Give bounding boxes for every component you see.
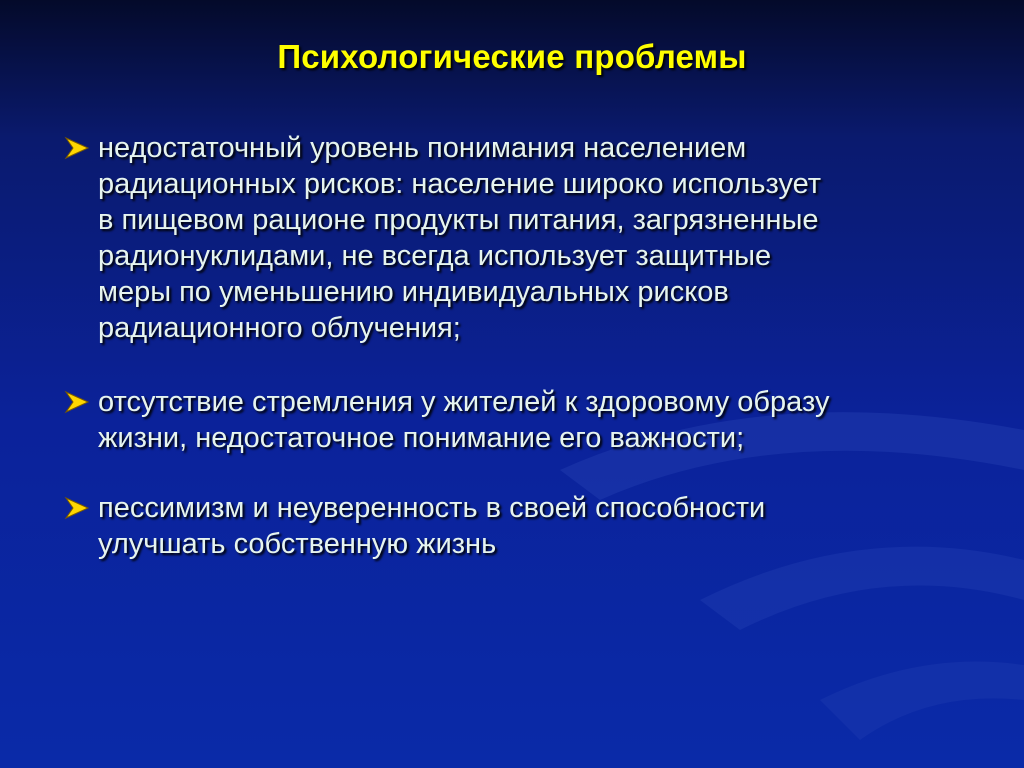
bullet-item-1 — [64, 130, 984, 346]
yellow-arrowhead-icon — [64, 384, 98, 419]
bullet-item-3 — [64, 490, 984, 562]
yellow-arrowhead-icon — [64, 130, 98, 165]
bullet-item-2 — [64, 384, 984, 456]
bullet-text-3: пессимизм и неуверенность в своей способности улучшать собственную жизнь — [98, 492, 766, 560]
bullet-text-1: недостаточный уровень понимания населением радиационных рисков: население широко использует в пищевом рационе продукты питания, загрязненные радионуклидами, не всегда использует защитные меры по уменьшению индивидуальных рисков радиационного облучения; — [98, 132, 822, 344]
yellow-arrowhead-icon — [64, 490, 98, 525]
bullet-text-2: отсутствие стремления у жителей к здоровому образу жизни, недостаточное понимание его важности; — [98, 386, 830, 454]
slide-title: Психологические проблемы — [277, 38, 747, 75]
